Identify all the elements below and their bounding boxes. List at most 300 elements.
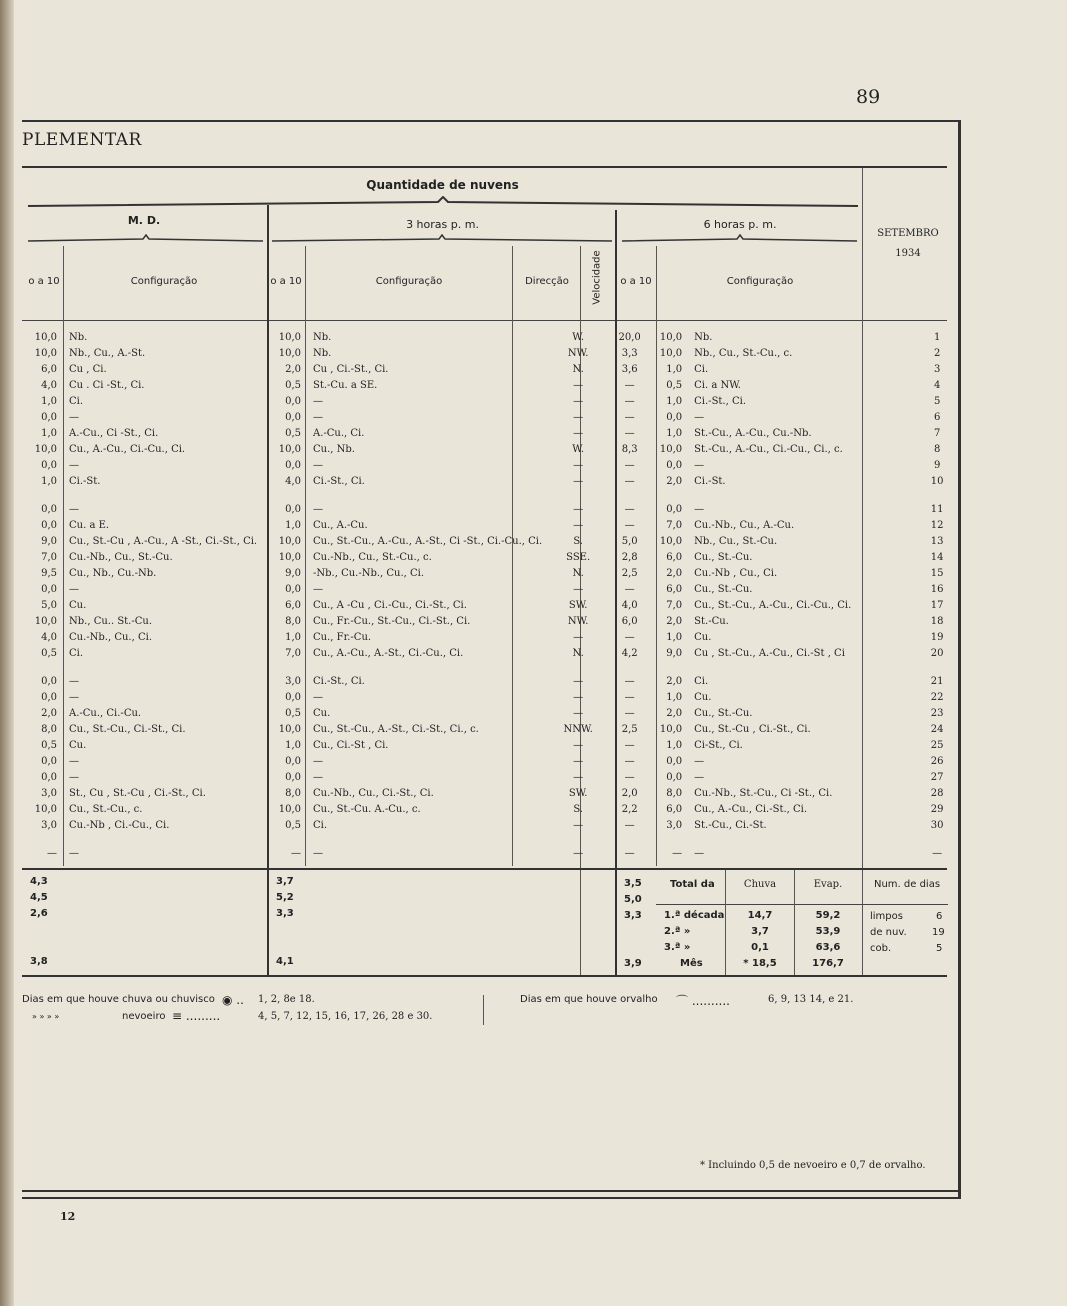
h3-velocity: — [624,460,635,471]
day: 21 [930,676,944,687]
h3-config: — [313,460,323,471]
md-value: 2,0 [41,708,57,719]
h3-config: — [313,584,323,595]
h3-brace [272,234,612,244]
h3-value: 0,0 [285,692,301,703]
md-config: Cu., Nb., Cu.-Nb. [69,568,157,579]
h3-config: Cu.-Nb., Cu., Ci.-St., Ci. [313,788,434,799]
h3-direction: — [573,708,584,719]
evap-label: Evap. [813,879,843,890]
h6-config: Nb., Cu., St.-Cu. [694,536,778,547]
day: 13 [930,536,944,547]
h3-value: 0,0 [285,412,301,423]
h6-config: Ci. [694,676,709,687]
h6-brace [622,234,857,244]
evap-3: 63,6 [815,942,841,953]
h3-config: — [313,848,323,859]
md-avg-month: 3,8 [30,956,48,967]
h6-config: Cu.-Nb , Cu., Ci. [694,568,778,579]
md-value: 0,0 [41,520,57,531]
h3-value: 10,0 [278,536,301,547]
h3-value: 1,0 [285,740,301,751]
h3-direction: — [573,504,584,515]
decada3-label: 3.ª » [664,942,691,953]
h3-value: 0,5 [285,708,301,719]
h3-config: Cu., Fr.-Cu., St.-Cu., Ci.-St., Ci. [313,616,471,627]
md-value: 6,0 [41,364,57,375]
h3-direction: N. [572,364,584,375]
md-config: — [69,504,79,515]
h3-velocity: — [624,520,635,531]
h3-direction: N. [572,648,584,659]
h3-velocity: 2,8 [621,552,638,563]
nevoeiro-label: nevoeiro [122,1011,166,1022]
h3-direction: — [573,820,584,831]
md-config: — [69,848,79,859]
h6-value: 1,0 [666,428,683,439]
h3-direction: — [573,396,584,407]
md-config: — [69,412,79,423]
table-row [24,598,980,614]
h3-velocity: — [624,380,635,391]
table-row [24,474,980,490]
table-row [24,706,980,722]
day: 28 [930,788,944,799]
h3-velocity: 8,3 [621,444,638,455]
header-rule [22,166,947,168]
md-config: Cu.-Nb., Cu., Ci. [69,632,152,643]
h3-value: 1,0 [285,520,301,531]
rain-symbol-icon: ◉ .. [222,993,244,1007]
h6-config: Cu , St.-Cu., A.-Cu., Ci.-St , Ci [694,648,845,659]
h3-velocity: 3,3 [621,348,638,359]
total-label: Total da [670,879,715,890]
h3-value: 0,5 [285,380,301,391]
h3-direction: — [573,412,584,423]
h3-velocity: — [624,428,635,439]
day: 23 [930,708,944,719]
h3-config: Cu , Ci.-St., Ci. [313,364,389,375]
h3-velocity: 3,6 [621,364,638,375]
h6-config: Cu., A.-Cu., Ci.-St., Ci. [694,804,808,815]
day: — [932,848,943,859]
cloud-table [24,330,980,862]
h6-config-header: Configuração [726,276,794,287]
nuv-label: de nuv. [870,927,907,938]
day: 9 [933,460,941,471]
day: 14 [930,552,944,563]
h3-config: -Nb., Cu.-Nb., Cu., Ci. [313,568,425,579]
md-value: 4,0 [41,632,57,643]
fog-symbol-icon: ≡ ......... [172,1009,221,1023]
h3-direction: — [573,772,584,783]
h3-velocity: — [624,584,635,595]
month-header: SETEMBRO [877,228,939,239]
chuva-footnote-label: Dias em que houve chuva ou chuvisco [22,994,215,1005]
chuva-footnote-days: 1, 2, 8e 18. [258,994,315,1005]
h3-value: 0,0 [285,772,301,783]
h3-value: 4,0 [285,476,301,487]
h6-config: Ci.-St., Ci. [694,396,746,407]
table-row [24,630,980,646]
h6-avg-2: 5,0 [624,894,642,905]
h6-config: Cu. [694,632,712,643]
bottom-rule [22,1190,958,1192]
cob-value: 5 [936,943,943,954]
chuva-2: 3,7 [751,926,769,937]
h6-avg-3: 3,3 [624,910,642,921]
md-config: — [69,676,79,687]
h6-value: 8,0 [666,788,683,799]
chuva-label: Chuva [743,879,777,890]
h3-value: 8,0 [285,616,301,627]
table-row [24,502,980,518]
h6-value: 2,0 [666,708,683,719]
md-value: 8,0 [41,724,57,735]
day: 15 [930,568,944,579]
md-value: 3,0 [41,788,57,799]
md-header: M. D. [127,214,161,227]
h3-config: Cu., Nb. [313,444,355,455]
table-row [24,614,980,630]
h6-value: 1,0 [666,632,683,643]
nuv-value: 19 [932,927,945,938]
md-value: 0,0 [41,460,57,471]
h3-config: Cu., St.-Cu. A.-Cu., c. [313,804,421,815]
chuva-month: * 18,5 [743,958,777,969]
row-gap [24,834,980,846]
day: 22 [930,692,944,703]
limpos-value: 6 [936,911,943,922]
md-value: 10,0 [34,348,57,359]
h3-config: — [313,504,323,515]
day: 2 [933,348,941,359]
md-value: 0,5 [41,648,57,659]
h6-config: St.-Cu. [694,616,729,627]
h3-direction: — [573,692,584,703]
h6-value: 0,5 [666,380,683,391]
h3-config: Nb. [313,348,332,359]
table-row [24,426,980,442]
md-config: Cu. a E. [69,520,110,531]
md-value: 0,0 [41,584,57,595]
h6-value: 2,0 [666,676,683,687]
h3-velocity: — [624,740,635,751]
day: 17 [930,600,944,611]
h3-direction: — [573,476,584,487]
year-header: 1934 [895,248,921,259]
cob-label: cob. [870,943,892,954]
h3-direction: — [573,756,584,767]
table-row [24,378,980,394]
h3-config: St.-Cu. a SE. [313,380,378,391]
table-row [24,330,980,346]
h6-value: 0,0 [666,772,683,783]
table-row [24,738,980,754]
num-dias-rule [862,904,948,905]
bottom-page-number: 12 [60,1210,76,1223]
h3-velocity: — [624,756,635,767]
h3-velocity: — [624,820,635,831]
h3-velocity: — [624,632,635,643]
md-config: Cu.-Nb , Ci.-Cu., Ci. [69,820,170,831]
table-row [24,582,980,598]
h3-velocity: 2,2 [621,804,638,815]
h3-direction: NW. [567,348,589,359]
md-config: Ci. [69,648,84,659]
md-value: 0,0 [41,504,57,515]
md-value: 3,0 [41,820,57,831]
h3-direction: — [573,380,584,391]
md-config: — [69,460,79,471]
row-gap [24,662,980,674]
h6-config: Cu.-Nb., St.-Cu., Ci -St., Ci. [694,788,833,799]
orvalho-days: 6, 9, 13 14, e 21. [768,994,854,1005]
day: 25 [930,740,944,751]
md-config: Cu. [69,600,87,611]
day: 18 [930,616,944,627]
md-scale-header: o a 10 [28,276,60,287]
chuva-3: 0,1 [751,942,769,953]
h3-value: 0,0 [285,460,301,471]
md-value: 4,0 [41,380,57,391]
section-title: PLEMENTAR [22,130,142,150]
h3-config: Cu., A -Cu , Ci.-Cu., Ci.-St., Ci. [313,600,467,611]
h3-velocity: — [624,504,635,515]
day: 30 [930,820,944,831]
clouds-header: Quantidade de nuvens [366,178,519,192]
h3-value: 0,5 [285,820,301,831]
md-config: Cu., St.-Cu , A.-Cu., A -St., Ci.-St., Ci. [69,536,258,547]
evap-month: 176,7 [812,958,844,969]
h3-direction: — [573,848,584,859]
velocity-header: Velocidade [591,250,603,305]
h3-value: 9,0 [285,568,301,579]
h3-config: Cu., Ci.-St , Ci. [313,740,389,751]
day: 20 [930,648,944,659]
md-avg-2: 4,5 [30,892,48,903]
h3-direction: — [573,584,584,595]
h3-config-header: Configuração [375,276,443,287]
h3-config: Nb. [313,332,332,343]
md-value: 0,5 [41,740,57,751]
h6-avg-month: 3,9 [624,958,642,969]
h6-value: 2,0 [666,616,683,627]
h3-config: Cu., Fr.-Cu. [313,632,372,643]
md-config: Nb., Cu., A.-St. [69,348,146,359]
h6-config: Cu., St.-Cu , Ci.-St., Ci. [694,724,811,735]
table-row [24,770,980,786]
md-value: 0,0 [41,756,57,767]
h3-direction: — [573,740,584,751]
h3-velocity: — [624,412,635,423]
table-row [24,534,980,550]
h6-config: St.-Cu., Ci.-St. [694,820,767,831]
h6-config: Nb. [694,332,713,343]
h3-config: Ci.-St., Ci. [313,476,365,487]
h3-config: — [313,396,323,407]
h3-direction: W. [572,444,585,455]
h3-velocity: — [624,708,635,719]
h6-config: Ci. a NW. [694,380,741,391]
h3-velocity: — [624,476,635,487]
h6-config: St.-Cu., A.-Cu., Ci.-Cu., Ci., c. [694,444,843,455]
h3-config: Cu. [313,708,331,719]
h6-config: — [694,460,705,471]
h6-config: Ci-St., Ci. [694,740,743,751]
evap-2: 53,9 [815,926,841,937]
h6-value: 1,0 [666,396,683,407]
md-value: 0,0 [41,412,57,423]
evap-1: 59,2 [815,910,841,921]
h3-value: 0,0 [285,504,301,515]
h3-direction: SSE. [566,552,591,563]
day: 10 [930,476,944,487]
total-rule [656,904,862,905]
h3-direction: NW. [567,616,589,627]
h3-direction: — [573,632,584,643]
h6-value: 10,0 [659,444,683,455]
h3-value: 0,5 [285,428,301,439]
h6-value: 2,0 [666,476,683,487]
table-row [24,818,980,834]
h6-value: 0,0 [666,460,683,471]
table-row [24,786,980,802]
nevoeiro-days: 4, 5, 7, 12, 15, 16, 17, 26, 28 e 30. [258,1011,433,1022]
md-config: A.-Cu., Ci.-Cu. [69,708,142,719]
h3-velocity: 2,0 [621,788,638,799]
md-config: Nb., Cu.. St.-Cu. [69,616,153,627]
h3-config: Cu., A.-Cu. [313,520,368,531]
h3-velocity: 4,2 [621,648,638,659]
h3-direction: S. [573,536,583,547]
md-value: 10,0 [34,332,57,343]
book-binding [0,0,14,1306]
day: 8 [933,444,941,455]
md-value: 10,0 [34,616,57,627]
table-row [24,674,980,690]
direction-header: Direcção [525,276,569,287]
table-row [24,442,980,458]
decada2-label: 2.ª » [664,926,691,937]
h6-value: 10,0 [659,348,683,359]
md-avg-1: 4,3 [30,876,48,887]
summary-rule [22,868,947,870]
md-config: A.-Cu., Ci -St., Ci. [69,428,159,439]
table-row [24,690,980,706]
day: 1 [933,332,941,343]
h3-value: 7,0 [285,648,301,659]
md-config: — [69,692,79,703]
h3-direction: — [573,428,584,439]
table-row [24,410,980,426]
h6-scale-header: o a 10 [620,276,652,287]
day: 7 [933,428,941,439]
h6-value: 7,0 [666,600,683,611]
h3-config: Ci. [313,820,328,831]
row-gap [24,490,980,502]
h6-config: Cu., St.-Cu., A.-Cu., Ci.-Cu., Ci. [694,600,852,611]
h3-velocity: — [624,676,635,687]
h3-config: — [313,692,323,703]
h6-config: Cu., St.-Cu. [694,584,753,595]
footnote-divider [483,995,484,1025]
h3-value: 0,0 [285,584,301,595]
md-value: 10,0 [34,444,57,455]
table-row [24,518,980,534]
summary-bottom-rule [22,975,947,977]
md-config: Ci.-St. [69,476,101,487]
h3-value: 0,0 [285,396,301,407]
h3-avg-3: 3,3 [276,908,294,919]
orvalho-label: Dias em que houve orvalho [520,994,658,1005]
asterisk-note: * Incluindo 0,5 de nevoeiro e 0,7 de orvalho. [700,1160,926,1171]
h3-velocity: 20,0 [618,332,641,343]
table-row [24,754,980,770]
h6-config: St.-Cu., A.-Cu., Cu.-Nb. [694,428,812,439]
page-number: 89 [856,86,881,108]
md-config: Cu , Ci. [69,364,107,375]
md-value: 10,0 [34,804,57,815]
h6-value: 0,0 [666,756,683,767]
md-value: 9,0 [41,536,57,547]
h3-value: 10,0 [278,804,301,815]
h3-header: 3 horas p. m. [406,218,479,231]
md-value: 0,0 [41,676,57,687]
decada1-label: 1.ª década [664,910,725,921]
h6-config: Cu. [694,692,712,703]
h6-value: 7,0 [666,520,683,531]
h3-direction: — [573,676,584,687]
day: 29 [930,804,944,815]
h6-value: 9,0 [666,648,683,659]
h6-value: 10,0 [659,536,683,547]
h3-value: 6,0 [285,600,301,611]
table-row [24,802,980,818]
h3-velocity: 2,5 [621,568,638,579]
day: 12 [930,520,944,531]
table-row [24,362,980,378]
chuva-1: 14,7 [747,910,773,921]
md-config: Cu . Ci -St., Ci. [69,380,145,391]
h6-value: 1,0 [666,692,683,703]
md-config: Cu., St.-Cu., c. [69,804,143,815]
h3-avg-2: 5,2 [276,892,294,903]
md-config-header: Configuração [130,276,198,287]
day: 11 [930,504,944,515]
h3-value: 10,0 [278,724,301,735]
day: 19 [930,632,944,643]
h6-config: Cu., St.-Cu. [694,552,753,563]
h3-avg-1: 3,7 [276,876,294,887]
h6-header: 6 horas p. m. [703,218,777,231]
h6-config: Nb., Cu., St.-Cu., c. [694,348,793,359]
h6-config: Ci. [694,364,709,375]
h3-direction: SW. [568,788,588,799]
md-config: Cu., St.-Cu., Ci.-St., Ci. [69,724,186,735]
h3-velocity: — [624,692,635,703]
h6-config: — [694,772,705,783]
h6-value: 0,0 [666,412,683,423]
h3-config: Ci.-St., Ci. [313,676,365,687]
day: 6 [933,412,941,423]
table-row [24,722,980,738]
h6-value: 6,0 [666,584,683,595]
h6-config: — [694,756,705,767]
h3-direction: — [573,460,584,471]
limpos-label: limpos [870,911,903,922]
md-value: 1,0 [41,428,57,439]
